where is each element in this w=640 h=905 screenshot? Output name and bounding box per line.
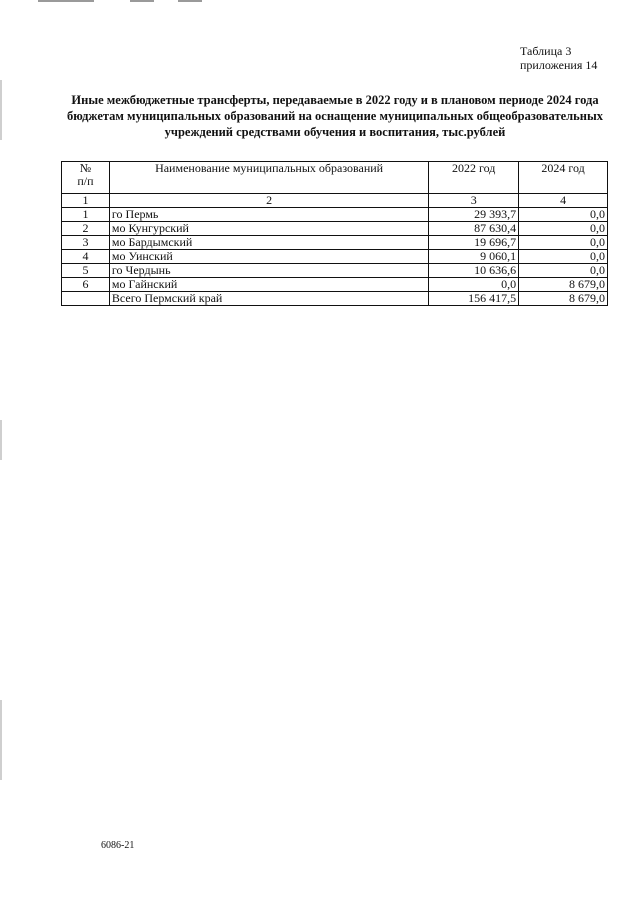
header-number-symbol: № <box>79 161 92 175</box>
row-number: 1 <box>62 208 110 222</box>
table-row <box>62 208 608 222</box>
title-line-2: бюджетам муниципальных образований на оснащение муниципальных общеобразовательных <box>67 109 603 123</box>
value-2022: 0,0 <box>429 278 519 292</box>
municipality-name: го Пермь <box>109 208 428 222</box>
value-2024: 8 679,0 <box>519 278 608 292</box>
header-number <box>62 162 110 194</box>
total-label: Всего Пермский край <box>109 292 428 306</box>
table-row <box>62 222 608 236</box>
header-number-abbr: п/п <box>77 174 94 188</box>
value-2022: 10 636,6 <box>429 264 519 278</box>
scan-artifact <box>0 420 2 460</box>
table-row <box>62 278 608 292</box>
header-year-2022: 2022 год <box>429 162 519 194</box>
municipality-name: мо Кунгурский <box>109 222 428 236</box>
document-title <box>40 92 630 140</box>
table-reference <box>520 44 597 72</box>
scan-artifact <box>178 0 202 2</box>
value-2024: 0,0 <box>519 222 608 236</box>
scan-artifact <box>38 0 94 2</box>
appendix-number: приложения 14 <box>520 58 598 72</box>
scan-artifact <box>0 700 2 780</box>
column-index: 1 <box>62 194 110 208</box>
value-2024: 0,0 <box>519 208 608 222</box>
title-line-1: Иные межбюджетные трансферты, передаваемые в 2022 году и в плановом периоде 2024 года <box>71 93 599 107</box>
title-line-3: учреждений средствами обучения и воспитания, тыс.рублей <box>164 125 506 139</box>
table-row <box>62 236 608 250</box>
table-row <box>62 250 608 264</box>
value-2024: 0,0 <box>519 264 608 278</box>
column-index: 2 <box>109 194 428 208</box>
municipality-name: мо Уинский <box>109 250 428 264</box>
table-number: Таблица 3 <box>520 44 572 58</box>
value-2022: 29 393,7 <box>429 208 519 222</box>
municipality-name: го Чердынь <box>109 264 428 278</box>
total-row-number <box>62 292 110 306</box>
header-municipality: Наименование муниципальных образований <box>109 162 428 194</box>
scan-artifact <box>0 80 2 140</box>
column-index: 3 <box>429 194 519 208</box>
scan-artifact <box>130 0 154 2</box>
value-2022: 9 060,1 <box>429 250 519 264</box>
total-2024: 8 679,0 <box>519 292 608 306</box>
municipality-name: мо Бардымский <box>109 236 428 250</box>
row-number: 4 <box>62 250 110 264</box>
row-number: 5 <box>62 264 110 278</box>
column-index-row <box>62 194 608 208</box>
value-2022: 87 630,4 <box>429 222 519 236</box>
table-row <box>62 264 608 278</box>
value-2024: 0,0 <box>519 250 608 264</box>
header-year-2024: 2024 год <box>519 162 608 194</box>
total-2022: 156 417,5 <box>429 292 519 306</box>
value-2022: 19 696,7 <box>429 236 519 250</box>
column-index: 4 <box>519 194 608 208</box>
total-row <box>62 292 608 306</box>
transfers-table <box>61 161 608 306</box>
row-number: 2 <box>62 222 110 236</box>
row-number: 6 <box>62 278 110 292</box>
row-number: 3 <box>62 236 110 250</box>
table-header-row <box>62 162 608 194</box>
municipality-name: мо Гайнский <box>109 278 428 292</box>
value-2024: 0,0 <box>519 236 608 250</box>
document-code: 6086-21 <box>101 840 135 851</box>
